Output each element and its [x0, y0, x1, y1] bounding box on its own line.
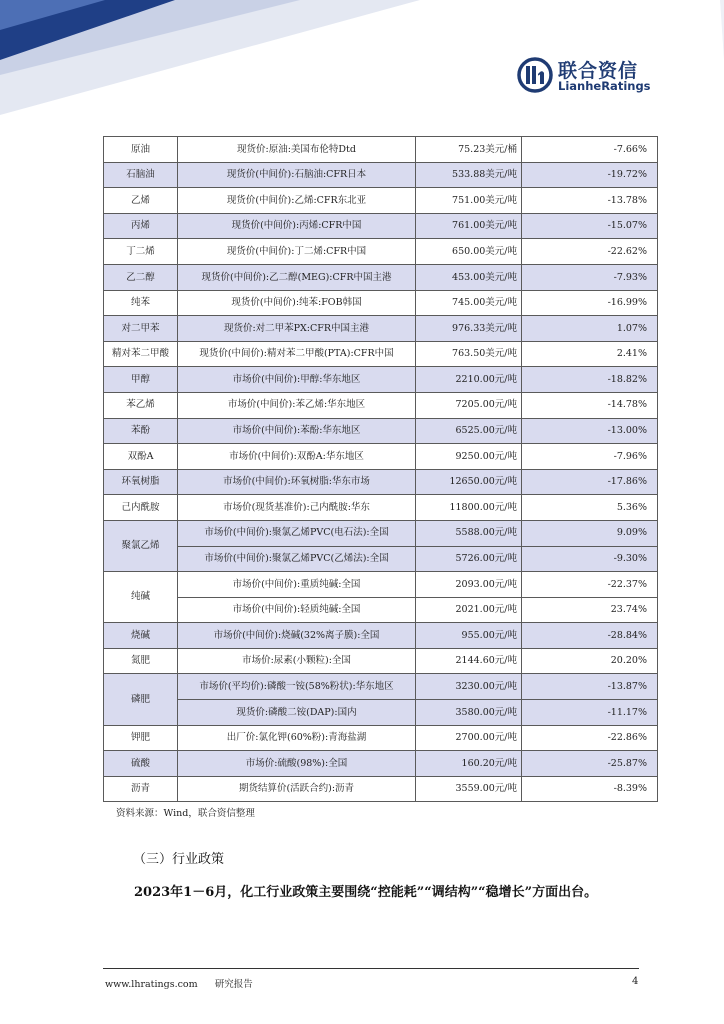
table-row [104, 520, 658, 546]
cell-price: 745.00美元/吨 [416, 290, 522, 316]
cell-category: 丙烯 [104, 213, 178, 239]
cell-indicator: 现货价(中间价):乙烯:CFR东北亚 [178, 188, 416, 214]
cell-indicator: 现货价(中间价):石脑油:CFR日本 [178, 162, 416, 188]
cell-indicator: 现货价(中间价):丙烯:CFR中国 [178, 213, 416, 239]
cell-price: 5588.00元/吨 [416, 520, 522, 546]
cell-indicator: 市场价(中间价):环氧树脂:华东市场 [178, 469, 416, 495]
cell-category: 丁二烯 [104, 239, 178, 265]
footer-doc-type: 研究报告 [214, 979, 253, 990]
table-row [104, 188, 658, 214]
cell-indicator: 市场价(中间价):聚氯乙烯PVC(乙烯法):全国 [178, 546, 416, 572]
cell-price: 3230.00元/吨 [416, 674, 522, 700]
cell-category: 苯乙烯 [104, 392, 178, 418]
table-row [104, 674, 658, 700]
cell-indicator: 现货价:原油:美国布伦特Dtd [178, 137, 416, 163]
table-row [104, 700, 658, 726]
lianhe-logo-icon [517, 57, 553, 93]
cell-price: 533.88美元/吨 [416, 162, 522, 188]
cell-change: -13.87% [522, 674, 658, 700]
cell-price: 761.00美元/吨 [416, 213, 522, 239]
cell-change: 1.07% [522, 316, 658, 342]
cell-category: 原油 [104, 137, 178, 163]
table-row [104, 444, 658, 470]
cell-change: -7.66% [522, 137, 658, 163]
table-row [104, 597, 658, 623]
cell-indicator: 市场价(现货基准价):己内酰胺:华东 [178, 495, 416, 521]
table-row [104, 572, 658, 598]
cell-indicator: 现货价:磷酸二铵(DAP):国内 [178, 700, 416, 726]
cell-price: 453.00美元/吨 [416, 264, 522, 290]
body-paragraph: 2023年1－6月，化工行业政策主要围绕“控能耗”“调结构”“稳增长”方面出台。 [134, 885, 598, 900]
cell-indicator: 现货价(中间价):丁二烯:CFR中国 [178, 239, 416, 265]
table-row [104, 162, 658, 188]
cell-price: 75.23美元/桶 [416, 137, 522, 163]
cell-indicator: 市场价(中间价):聚氯乙烯PVC(电石法):全国 [178, 520, 416, 546]
cell-price: 5726.00元/吨 [416, 546, 522, 572]
brand-name-cn: 联合资信 [558, 60, 639, 82]
cell-category: 双酚A [104, 444, 178, 470]
cell-category: 环氧树脂 [104, 469, 178, 495]
cell-price: 11800.00元/吨 [416, 495, 522, 521]
cell-category: 乙二醇 [104, 264, 178, 290]
brand-name-en: LianheRatings [558, 79, 651, 93]
cell-change: -25.87% [522, 751, 658, 777]
cell-change: -15.07% [522, 213, 658, 239]
source-note: 资料来源：Wind，联合资信整理 [116, 808, 255, 819]
cell-change: -9.30% [522, 546, 658, 572]
cell-category: 钾肥 [104, 725, 178, 751]
cell-change: -13.00% [522, 418, 658, 444]
cell-change: -22.37% [522, 572, 658, 598]
cell-price: 3559.00元/吨 [416, 776, 522, 802]
table-row [104, 418, 658, 444]
cell-change: -16.99% [522, 290, 658, 316]
cell-category: 甲醇 [104, 367, 178, 393]
cell-price: 9250.00元/吨 [416, 444, 522, 470]
section-heading: （三）行业政策 [133, 852, 225, 867]
cell-indicator: 市场价(平均价):磷酸一铵(58%粉状):华东地区 [178, 674, 416, 700]
cell-price: 751.00美元/吨 [416, 188, 522, 214]
cell-price: 160.20元/吨 [416, 751, 522, 777]
cell-indicator: 市场价(中间价):苯酚:华东地区 [178, 418, 416, 444]
cell-price: 2144.60元/吨 [416, 648, 522, 674]
cell-price: 2210.00元/吨 [416, 367, 522, 393]
table-row [104, 725, 658, 751]
cell-price: 955.00元/吨 [416, 623, 522, 649]
cell-change: 2.41% [522, 341, 658, 367]
cell-indicator: 现货价(中间价):乙二醇(MEG):CFR中国主港 [178, 264, 416, 290]
cell-price: 3580.00元/吨 [416, 700, 522, 726]
cell-indicator: 市场价:尿素(小颗粒):全国 [178, 648, 416, 674]
cell-category: 磷肥 [104, 674, 178, 725]
table-row [104, 290, 658, 316]
cell-category: 精对苯二甲酸 [104, 341, 178, 367]
cell-indicator: 市场价(中间价):苯乙烯:华东地区 [178, 392, 416, 418]
cell-price: 2700.00元/吨 [416, 725, 522, 751]
cell-indicator: 现货价(中间价):纯苯:FOB韩国 [178, 290, 416, 316]
cell-change: -19.72% [522, 162, 658, 188]
table-row [104, 546, 658, 572]
cell-price: 650.00美元/吨 [416, 239, 522, 265]
footer-left [105, 976, 253, 990]
table-row [104, 495, 658, 521]
cell-category: 纯碱 [104, 572, 178, 623]
table-row [104, 316, 658, 342]
cell-indicator: 现货价(中间价):精对苯二甲酸(PTA):CFR中国 [178, 341, 416, 367]
footer-divider [103, 968, 639, 969]
cell-price: 12650.00元/吨 [416, 469, 522, 495]
cell-indicator: 市场价(中间价):重质纯碱:全国 [178, 572, 416, 598]
cell-change: -14.78% [522, 392, 658, 418]
cell-indicator: 市场价(中间价):双酚A:华东地区 [178, 444, 416, 470]
cell-price: 7205.00元/吨 [416, 392, 522, 418]
cell-category: 己内酰胺 [104, 495, 178, 521]
table-row [104, 239, 658, 265]
table-row [104, 623, 658, 649]
cell-category: 沥青 [104, 776, 178, 802]
cell-category: 对二甲苯 [104, 316, 178, 342]
cell-change: 5.36% [522, 495, 658, 521]
table-row [104, 469, 658, 495]
cell-category: 乙烯 [104, 188, 178, 214]
table-row [104, 648, 658, 674]
cell-indicator: 期货结算价(活跃合约):沥青 [178, 776, 416, 802]
cell-change: 23.74% [522, 597, 658, 623]
cell-category: 烧碱 [104, 623, 178, 649]
table-row [104, 776, 658, 802]
cell-category: 聚氯乙烯 [104, 520, 178, 571]
cell-category: 纯苯 [104, 290, 178, 316]
cell-price: 976.33美元/吨 [416, 316, 522, 342]
cell-change: -18.82% [522, 367, 658, 393]
table-row [104, 264, 658, 290]
cell-category: 氮肥 [104, 648, 178, 674]
cell-change: -22.62% [522, 239, 658, 265]
cell-indicator: 市场价:硫酸(98%):全国 [178, 751, 416, 777]
cell-price: 6525.00元/吨 [416, 418, 522, 444]
cell-category: 石脑油 [104, 162, 178, 188]
cell-change: -17.86% [522, 469, 658, 495]
brand-logo [517, 55, 651, 95]
cell-price: 2093.00元/吨 [416, 572, 522, 598]
cell-price: 763.50美元/吨 [416, 341, 522, 367]
page-number: 4 [632, 976, 639, 987]
cell-change: -11.17% [522, 700, 658, 726]
cell-indicator: 现货价:对二甲苯PX:CFR中国主港 [178, 316, 416, 342]
cell-change: -28.84% [522, 623, 658, 649]
price-change-table [103, 136, 658, 802]
cell-change: -7.93% [522, 264, 658, 290]
cell-change: -13.78% [522, 188, 658, 214]
cell-category: 硫酸 [104, 751, 178, 777]
cell-change: -22.86% [522, 725, 658, 751]
table-row [104, 392, 658, 418]
cell-change: -8.39% [522, 776, 658, 802]
table-row [104, 137, 658, 163]
cell-category: 苯酚 [104, 418, 178, 444]
table-row [104, 751, 658, 777]
cell-indicator: 市场价(中间价):轻质纯碱:全国 [178, 597, 416, 623]
footer-website[interactable]: www.lhratings.com [105, 979, 198, 990]
cell-price: 2021.00元/吨 [416, 597, 522, 623]
table-row [104, 367, 658, 393]
table-row [104, 213, 658, 239]
cell-indicator: 出厂价:氯化钾(60%粉):青海盐湖 [178, 725, 416, 751]
cell-indicator: 市场价(中间价):烧碱(32%离子膜):全国 [178, 623, 416, 649]
table-row [104, 341, 658, 367]
cell-change: -7.96% [522, 444, 658, 470]
cell-indicator: 市场价(中间价):甲醇:华东地区 [178, 367, 416, 393]
cell-change: 9.09% [522, 520, 658, 546]
cell-change: 20.20% [522, 648, 658, 674]
